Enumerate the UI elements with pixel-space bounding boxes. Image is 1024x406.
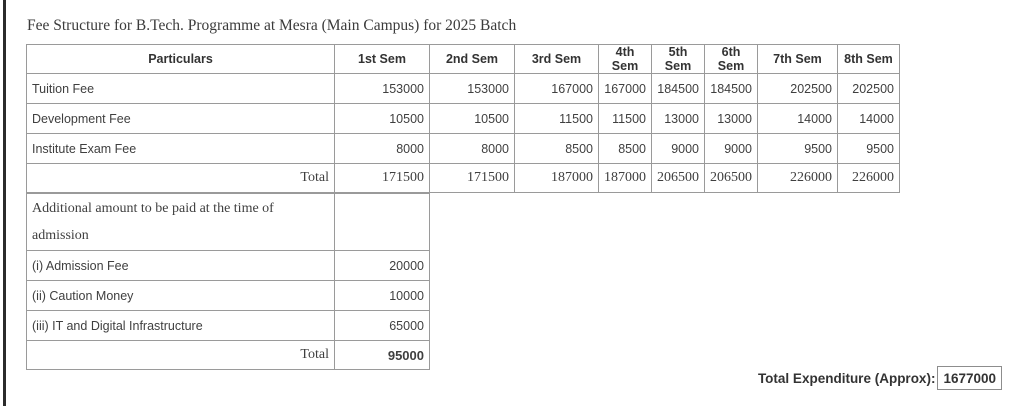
additional-total-value: 95000	[335, 341, 430, 370]
cell-development-sem-1: 10500	[335, 104, 430, 134]
table-row	[27, 74, 900, 104]
total-sem-3: 187000	[515, 164, 599, 193]
cell-exam-sem-5: 9000	[652, 134, 705, 164]
column-header-sem-8: 8th Sem	[838, 45, 900, 74]
cell-caution-money-value: 10000	[335, 281, 430, 311]
column-header-sem-3: 3rd Sem	[515, 45, 599, 74]
column-header-sem-4: 4th Sem	[599, 45, 652, 74]
table-header-row	[27, 45, 900, 74]
cell-tuition-sem-4: 167000	[599, 74, 652, 104]
row-label-it-digital-infrastructure: (iii) IT and Digital Infrastructure	[27, 311, 335, 341]
table-row	[27, 311, 430, 341]
table-row	[27, 104, 900, 134]
row-label-admission-fee: (i) Admission Fee	[27, 251, 335, 281]
table-row	[27, 251, 430, 281]
table-row	[27, 134, 900, 164]
cell-development-sem-6: 13000	[705, 104, 758, 134]
row-label-institute-exam-fee: Institute Exam Fee	[27, 134, 335, 164]
cell-development-sem-8: 14000	[838, 104, 900, 134]
cell-it-infrastructure-value: 65000	[335, 311, 430, 341]
grand-total-value: 1677000	[937, 366, 1002, 390]
additional-note-text	[27, 194, 335, 251]
total-row-label: Total	[27, 164, 335, 193]
column-header-sem-2: 2nd Sem	[430, 45, 515, 74]
total-sem-6: 206500	[705, 164, 758, 193]
table-total-row	[27, 341, 430, 370]
page-title: Fee Structure for B.Tech. Programme at Mesra (Main Campus) for 2025 Batch	[27, 17, 517, 34]
total-sem-4: 187000	[599, 164, 652, 193]
column-header-sem-6: 6th Sem	[705, 45, 758, 74]
cell-development-sem-3: 11500	[515, 104, 599, 134]
semester-fee-table	[26, 44, 900, 193]
additional-charges-table	[26, 193, 430, 370]
cell-tuition-sem-7: 202500	[758, 74, 838, 104]
additional-note-line-1: Additional amount to be paid at the time of	[32, 201, 274, 216]
row-label-development-fee: Development Fee	[27, 104, 335, 134]
cell-development-sem-2: 10500	[430, 104, 515, 134]
grand-total-label: Total Expenditure (Approx):	[757, 370, 936, 386]
additional-note-line-2: admission	[32, 228, 89, 243]
cell-development-sem-7: 14000	[758, 104, 838, 134]
cell-admission-fee-value: 20000	[335, 251, 430, 281]
cell-exam-sem-1: 8000	[335, 134, 430, 164]
cell-exam-sem-8: 9500	[838, 134, 900, 164]
cell-tuition-sem-1: 153000	[335, 74, 430, 104]
total-sem-7: 226000	[758, 164, 838, 193]
total-sem-1: 171500	[335, 164, 430, 193]
cell-exam-sem-3: 8500	[515, 134, 599, 164]
cell-exam-sem-6: 9000	[705, 134, 758, 164]
total-sem-5: 206500	[652, 164, 705, 193]
table-total-row	[27, 164, 900, 193]
row-label-tuition-fee: Tuition Fee	[27, 74, 335, 104]
column-header-particulars: Particulars	[27, 45, 335, 74]
cell-exam-sem-7: 9500	[758, 134, 838, 164]
table-row	[27, 281, 430, 311]
column-header-sem-5: 5th Sem	[652, 45, 705, 74]
cell-development-sem-4: 11500	[599, 104, 652, 134]
total-sem-8: 226000	[838, 164, 900, 193]
additional-total-label: Total	[27, 341, 335, 370]
cell-tuition-sem-3: 167000	[515, 74, 599, 104]
cell-exam-sem-2: 8000	[430, 134, 515, 164]
grand-total-section	[758, 366, 1002, 390]
additional-note-row	[27, 194, 430, 251]
cell-tuition-sem-2: 153000	[430, 74, 515, 104]
total-sem-2: 171500	[430, 164, 515, 193]
cell-exam-sem-4: 8500	[599, 134, 652, 164]
cell-tuition-sem-8: 202500	[838, 74, 900, 104]
row-label-caution-money: (ii) Caution Money	[27, 281, 335, 311]
cell-tuition-sem-5: 184500	[652, 74, 705, 104]
cell-development-sem-5: 13000	[652, 104, 705, 134]
column-header-sem-1: 1st Sem	[335, 45, 430, 74]
cell-tuition-sem-6: 184500	[705, 74, 758, 104]
additional-note-empty-cell	[335, 194, 430, 251]
column-header-sem-7: 7th Sem	[758, 45, 838, 74]
